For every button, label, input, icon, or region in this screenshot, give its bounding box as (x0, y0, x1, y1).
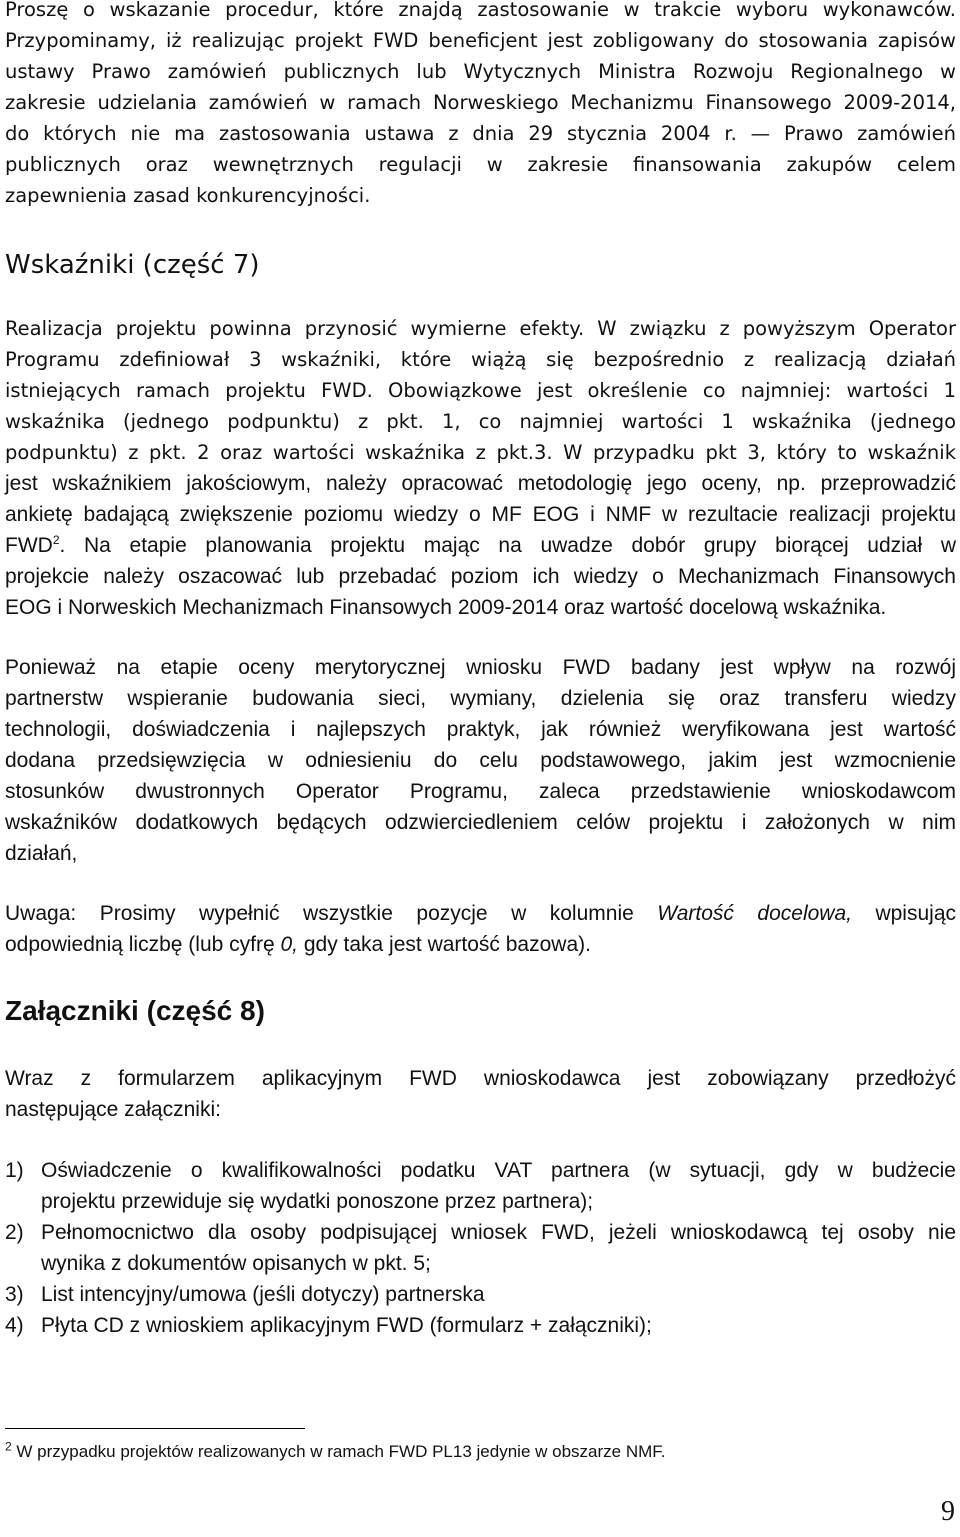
paragraph-line: podpunktu) z pkt. 2 oraz wartości wskaźnika z pkt.3. W przypadku pkt 3, który to wskaźnik (5, 441, 956, 464)
paragraph-line: ankietę badającą zwiększenie poziomu wiedzy o MF EOG i NMF w rezultacie realizacji projektu (5, 503, 956, 526)
list-number: 4) (5, 1314, 24, 1337)
list-number: 1) (5, 1159, 24, 1182)
note-text: odpowiednią liczbę (lub cyfrę (5, 933, 281, 956)
note-text: gdy taka jest wartość bazowa). (298, 933, 591, 956)
paragraph-text: . Na etapie planowania projektu mając na uwadze dobór grupy biorącej udział w (59, 534, 956, 557)
paragraph-line: działań, (5, 842, 78, 865)
intro-line: do których nie ma zastosowania ustawa z dnia 29 stycznia 2004 r. — Prawo zamówień (5, 122, 956, 145)
paragraph-line: Wraz z formularzem aplikacyjnym FWD wnioskodawca jest zobowiązany przedłożyć (5, 1067, 956, 1090)
list-number: 3) (5, 1283, 24, 1306)
paragraph-line (5, 929, 956, 960)
intro-line: ustawy Prawo zamówień publicznych lub Wytycznych Ministra Rozwoju Regionalnego w (5, 60, 956, 83)
note-text: wpisując (851, 902, 956, 925)
intro-line: zapewnienia zasad konkurencyjności. (5, 184, 371, 207)
paragraph-line: projekcie należy oszacować lub przebadać poziom ich wiedzy o Mechanizmach Finansowych (5, 565, 956, 588)
intro-paragraph (5, 0, 956, 211)
fwd-text: FWD (5, 534, 53, 557)
footnote-divider (5, 1428, 305, 1429)
footnote (5, 1440, 665, 1464)
paragraph-line: Ponieważ na etapie oceny merytorycznej wniosku FWD badany jest wpływ na rozwój (5, 656, 956, 679)
paragraph-line: istniejących ramach projektu FWD. Obowiązkowe jest określenie co najmniej: wartości 1 (5, 379, 956, 402)
list-item (5, 1279, 956, 1310)
intro-line: Przypominamy, iż realizując projekt FWD beneficjent jest zobligowany do stosowania zapisów (5, 29, 956, 52)
list-item-line: List intencyjny/umowa (jeśli dotyczy) partnerska (41, 1283, 485, 1306)
paragraph-line: jest wskaźnikiem jakościowym, należy opracować metodologię jego oceny, np. przeprowadzić (5, 472, 956, 495)
note-emphasis: Wartość docelowa, (657, 902, 852, 925)
list-item (5, 1217, 956, 1279)
list-item-line: wynika z dokumentów opisanych w pkt. 5; (41, 1252, 431, 1275)
section-7-heading: Wskaźniki (część 7) (5, 250, 260, 280)
list-item-line: Pełnomocnictwo dla osoby podpisującej wniosek FWD, jeżeli wnioskodawcą tej osoby nie (41, 1221, 956, 1244)
note-text: Uwaga: Prosimy wypełnić wszystkie pozycje w kolumnie (5, 902, 658, 925)
paragraph-line: partnerstw wspieranie budowania sieci, wymiany, dzielenia się oraz transferu wiedzy (5, 687, 956, 710)
paragraph-line: technologii, doświadczenia i najlepszych praktyk, jak również weryfikowana jest wartość (5, 718, 956, 741)
paragraph-line: wskaźników dodatkowych będących odzwierciedleniem celów projektu i założonych w nim (5, 811, 956, 834)
section-7-paragraph-1 (5, 313, 956, 623)
attachments-list (5, 1155, 956, 1341)
intro-line: publicznych oraz wewnętrznych regulacji w zakresie finansowania zakupów celem (5, 153, 956, 176)
footnote-marker: 2 (5, 1439, 12, 1454)
list-item-line: Oświadczenie o kwalifikowalności podatku VAT partnera (w sytuacji, gdy w budżecie (41, 1159, 956, 1182)
note-emphasis: 0, (280, 933, 298, 956)
paragraph-line (5, 898, 956, 929)
list-item (5, 1155, 956, 1217)
list-item-line: projektu przewiduje się wydatki ponoszone przez partnera); (41, 1190, 594, 1213)
page-number: 9 (941, 1496, 955, 1527)
section-8-heading: Załączniki (część 8) (5, 995, 265, 1026)
note-paragraph (5, 898, 956, 960)
paragraph-line: stosunków dwustronnych Operator Programu, zaleca przedstawienie wnioskodawcom (5, 780, 956, 803)
section-8-intro (5, 1063, 956, 1125)
paragraph-line: wskaźnika (jednego podpunktu) z pkt. 1, co najmniej wartości 1 wskaźnika (jednego (5, 410, 956, 433)
footnote-ref: 2 (52, 533, 60, 547)
intro-line: Proszę o wskazanie procedur, które znajdą zastosowanie w trakcie wyboru wykonawców. (5, 0, 956, 21)
paragraph-line: EOG i Norweskich Mechanizmach Finansowych 2009-2014 oraz wartość docelową wskaźnika. (5, 596, 887, 619)
intro-line: zakresie udzielania zamówień w ramach Norweskiego Mechanizmu Finansowego 2009-2014, (5, 91, 956, 114)
paragraph-line: następujące załączniki: (5, 1098, 221, 1121)
paragraph-line: dodana przedsięwzięcia w odniesieniu do celu podstawowego, jakim jest wzmocnienie (5, 749, 956, 772)
paragraph-line (5, 530, 956, 561)
section-7-paragraph-2 (5, 652, 956, 869)
list-item-line: Płyta CD z wnioskiem aplikacyjnym FWD (formularz + załączniki); (41, 1314, 652, 1337)
list-item (5, 1310, 956, 1341)
paragraph-line: Realizacja projektu powinna przynosić wymierne efekty. W związku z powyższym Operator (5, 317, 956, 340)
list-number: 2) (5, 1221, 24, 1244)
footnote-text: W przypadku projektów realizowanych w ramach FWD PL13 jedynie w obszarze NMF. (11, 1442, 666, 1461)
paragraph-line: Programu zdefiniował 3 wskaźniki, które wiążą się bezpośrednio z realizacją działań (5, 348, 956, 371)
